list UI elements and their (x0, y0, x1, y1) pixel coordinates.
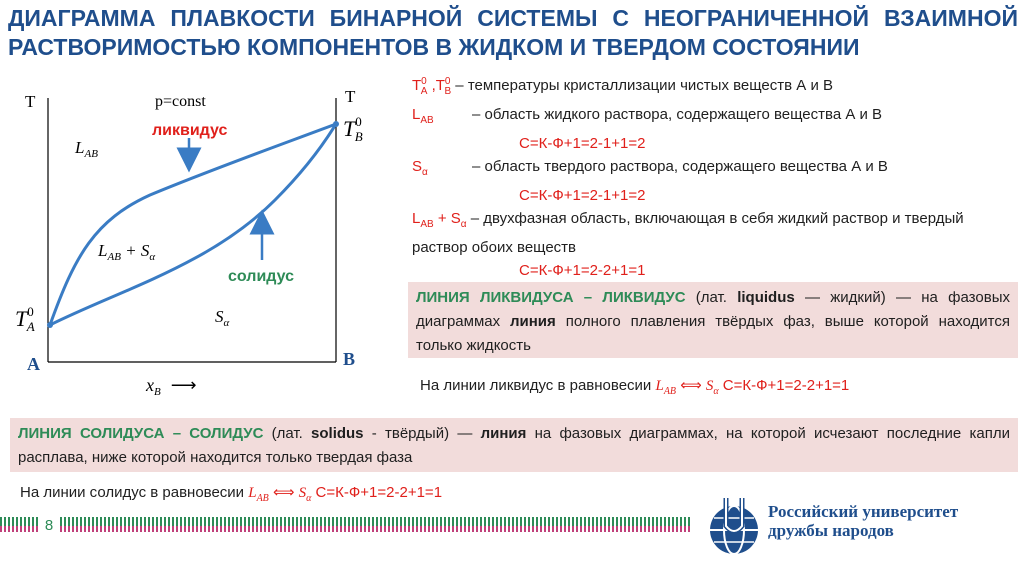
university-logo (706, 490, 1016, 566)
globe-icon (706, 490, 766, 566)
legend (412, 70, 1012, 282)
region-solid: $S_\alpha$ (215, 307, 230, 329)
tb-label: $T^0$ B (343, 114, 363, 144)
legend-row-liquid: $L_{AB}$ – область жидкого раствора, содержащего вещества А и В С=К-Ф+1=2-1+1=2 (412, 103, 1012, 155)
legend-rule-liquid: С=К-Ф+1=2-1+1=2 (519, 135, 646, 152)
pressure-label: p=const (155, 93, 206, 110)
liquidus-label: ликвидус (152, 122, 228, 139)
liquidus-equilibrium: На линии ликвидус в равновесии $L_{AB}$ ⟺ $S_\alpha$ С=К-Ф+1=2-2+1=1 (420, 377, 850, 397)
corner-a: A (27, 354, 40, 374)
xb-label: $x_B$ ⟶ (146, 375, 197, 398)
university-name-line1: Российский университет (768, 502, 959, 521)
point-tb (333, 121, 339, 127)
region-liquid: $L_{AB}$ (75, 138, 98, 160)
legend-rule-two-phase: С=К-Ф+1=2-2+1=1 (519, 262, 646, 279)
page-title (8, 4, 1018, 62)
point-ta (47, 322, 53, 328)
solidus-equilibrium: На линии солидус в равновесии $L_{AB}$ ⟺ $S_\alpha$ С=К-Ф+1=2-2+1=1 (20, 484, 443, 504)
solidus-heading: ЛИНИЯ СОЛИДУСА – СОЛИДУС (18, 425, 264, 442)
university-name-line2: дружбы народов (768, 521, 894, 540)
solidus-label: солидус (228, 268, 295, 285)
solidus-definition-box: ЛИНИЯ СОЛИДУСА – СОЛИДУС (лат. solidus - твёрдый) — линия на фазовых диаграммах, на которой исчезают последние капли расплава, ниже которой находится только твердая фаза (10, 418, 1018, 472)
axis-label-right: T (345, 87, 356, 106)
ta-label: $T^0$ A (15, 304, 35, 334)
axis-label-left: T (25, 92, 36, 111)
footer-stripe-green (0, 517, 690, 526)
phase-diagram (0, 80, 400, 400)
legend-row-two-phase: $L_{AB} + S_\alpha$ – двухфазная область, включающая в себя жидкий раствор и твердый раствор обоих веществ С=К-Ф+1=2-2+1=1 (412, 207, 1012, 282)
page-number: 8 (38, 512, 60, 540)
legend-rule-solid: С=К-Ф+1=2-1+1=2 (519, 187, 646, 204)
corner-b: B (343, 349, 356, 369)
footer-stripe-pink (0, 526, 690, 532)
title-line-1: ДИАГРАММА ПЛАВКОСТИ БИНАРНОЙ СИСТЕМЫ С НЕОГРАНИЧЕННОЙ ВЗАИМНОЙ (8, 5, 1018, 31)
legend-row-temperatures: $T^0_A$ $,T^0_B$ – температуры кристаллизации чистых веществ А и В (412, 76, 834, 97)
liquidus-definition-box: ЛИНИЯ ЛИКВИДУСА – ЛИКВИДУС (лат. liquidus — жидкий) — на фазовых диаграммах линия полного плавления твёрдых фаз, выше которой находится только жидкость (408, 282, 1018, 358)
liquidus-heading: ЛИНИЯ ЛИКВИДУСА – ЛИКВИДУС (416, 289, 686, 306)
region-two-phase: $L_{AB} + S_\alpha$ (98, 241, 156, 263)
title-line-2: РАСТВОРИМОСТЬЮ КОМПОНЕНТОВ В ЖИДКОМ И ТВЕРДОМ СОСТОЯНИИ (8, 34, 860, 60)
legend-row-solid: $S_\alpha$ – область твердого раствора, содержащего вещества А и В С=К-Ф+1=2-1+1=2 (412, 155, 1012, 207)
